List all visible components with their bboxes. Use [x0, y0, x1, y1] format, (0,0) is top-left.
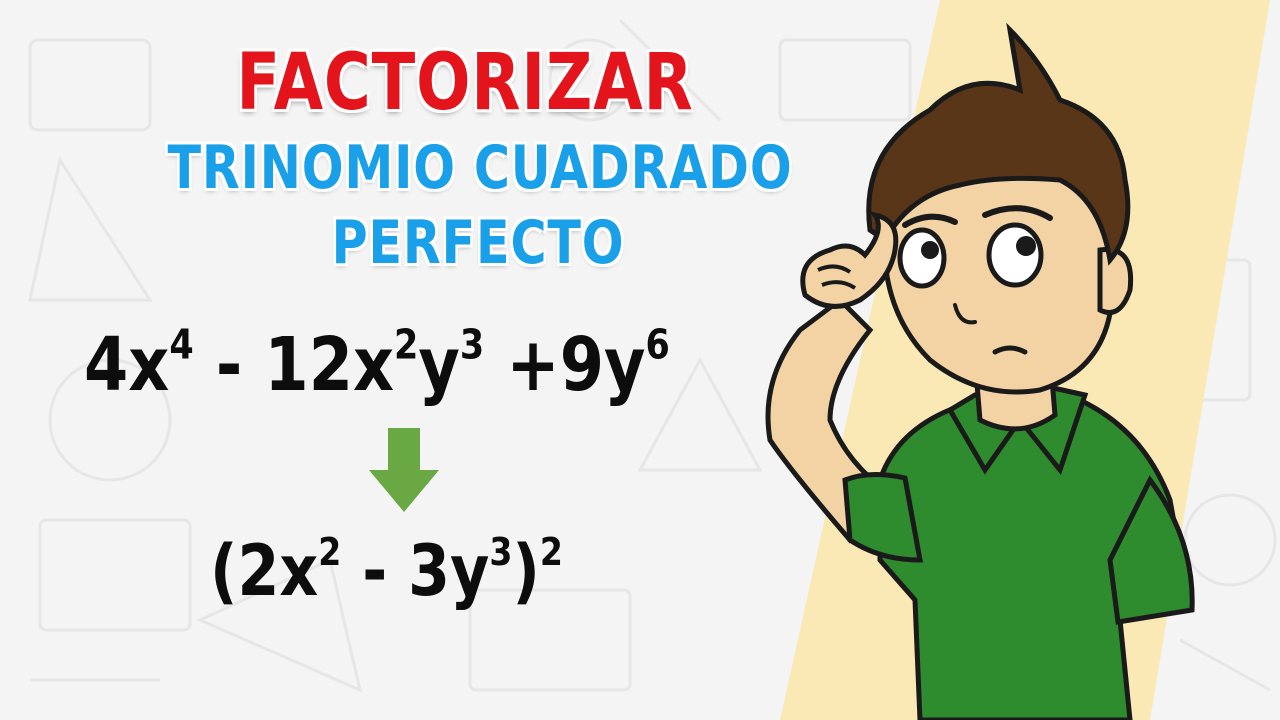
down-arrow-icon: [367, 428, 441, 514]
title-main: FACTORIZAR: [236, 38, 694, 128]
thinking-boy-illustration: [740, 20, 1260, 720]
term-text: 4x: [84, 322, 170, 408]
exponent: 3: [459, 320, 485, 369]
title-sub-line2: PERFECTO: [331, 208, 625, 278]
exponent: 2: [318, 529, 342, 575]
term-text: ): [512, 530, 540, 612]
exponent: 2: [539, 529, 563, 575]
term-text: - 12x: [193, 322, 395, 408]
exponent: 2: [394, 320, 419, 369]
term-text: +9y: [484, 322, 646, 408]
term-text: (2x: [210, 530, 319, 612]
factored-expression: [210, 530, 563, 612]
term-text: y: [418, 322, 460, 408]
title-sub-line1: TRINOMIO CUADRADO: [167, 133, 793, 203]
exponent: 6: [645, 320, 670, 369]
term-text: - 3y: [341, 530, 490, 612]
exponent: 3: [489, 529, 513, 575]
trinomial-expression: [84, 322, 670, 408]
exponent: 4: [169, 320, 194, 369]
